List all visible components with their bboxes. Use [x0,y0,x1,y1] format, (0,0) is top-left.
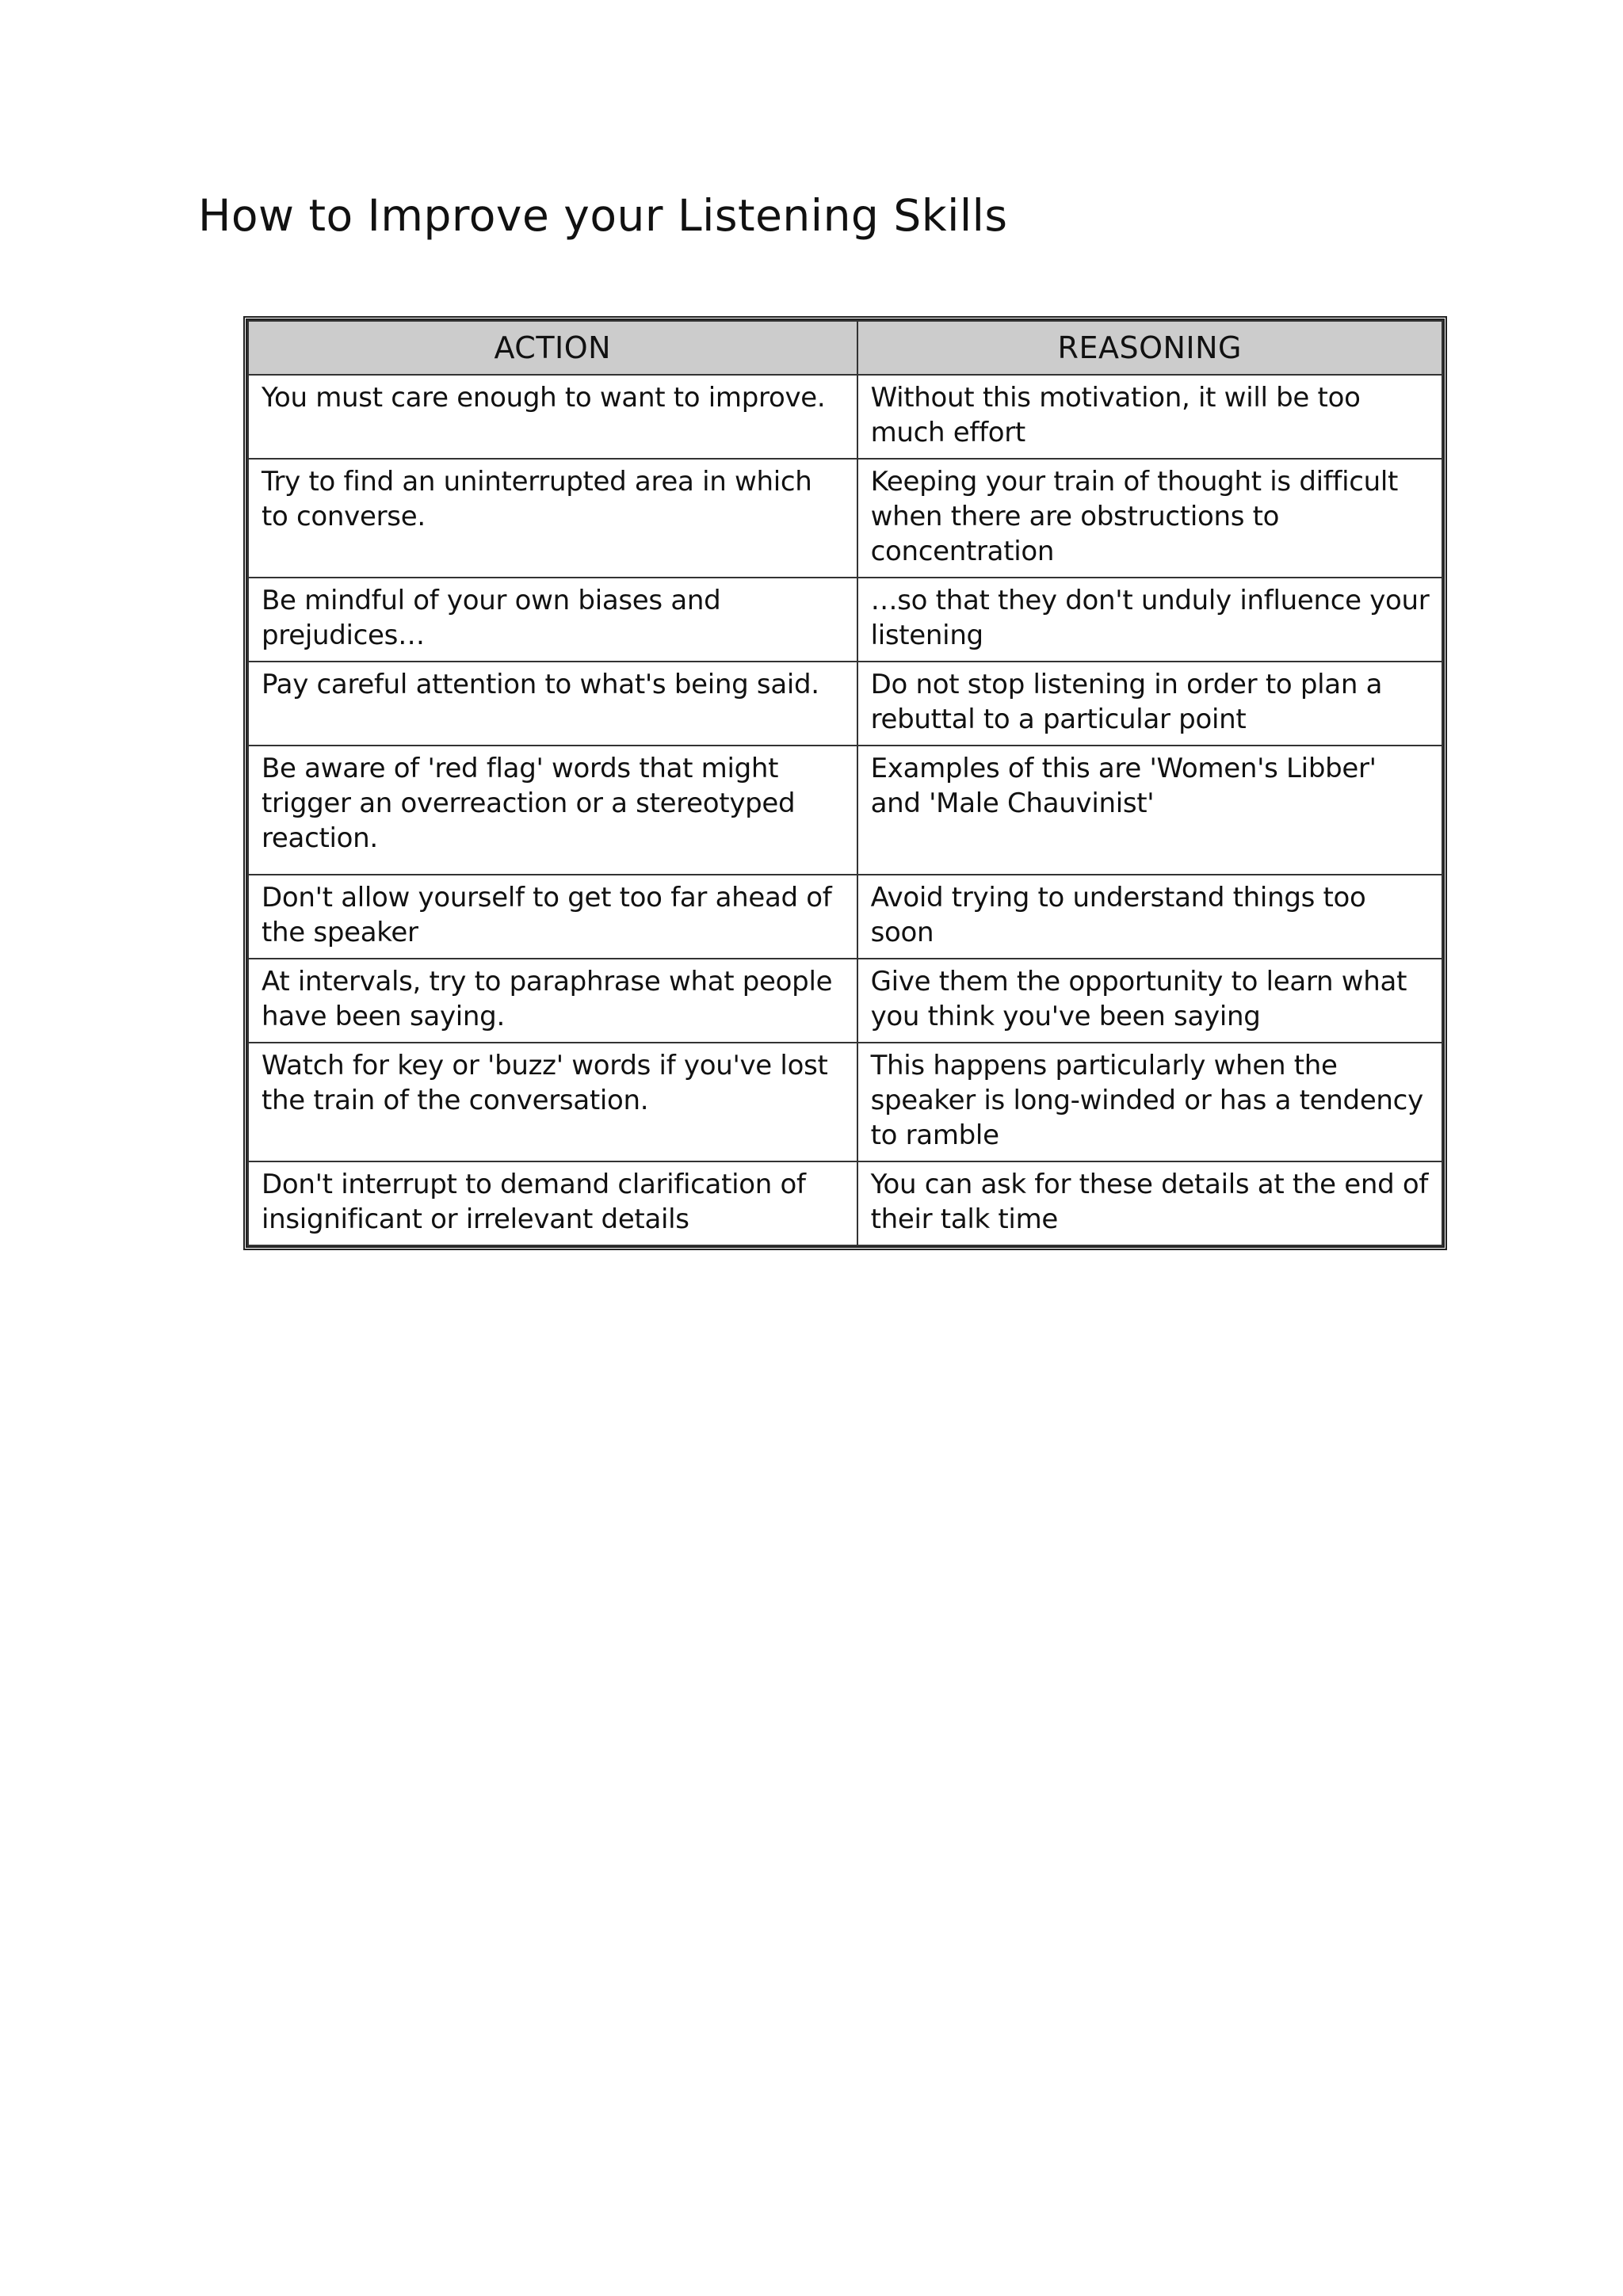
action-cell: You must care enough to want to improve. [248,375,857,459]
header-action: ACTION [248,321,857,375]
reasoning-cell: Without this motivation, it will be too much effort [857,375,1442,459]
reasoning-cell: Keeping your train of thought is difficult when there are obstructions to concentration [857,459,1442,578]
table-row [248,875,1442,959]
reasoning-cell: Examples of this are 'Women's Libber' and 'Male Chauvinist' [857,746,1442,875]
action-cell: At intervals, try to paraphrase what people have been saying. [248,959,857,1043]
reasoning-cell: This happens particularly when the speaker is long-winded or has a tendency to ramble [857,1043,1442,1161]
action-cell: Pay careful attention to what's being said. [248,662,857,746]
table-row [248,1043,1442,1161]
table-row [248,1161,1442,1245]
table-row [248,578,1442,662]
table-row [248,459,1442,578]
action-cell: Watch for key or 'buzz' words if you've lost the train of the conversation. [248,1043,857,1161]
table-header-row [248,321,1442,375]
table-row [248,746,1442,875]
reasoning-cell: Give them the opportunity to learn what you think you've been saying [857,959,1442,1043]
page-title: How to Improve your Listening Skills [198,190,1008,241]
action-cell: Don't allow yourself to get too far ahead of the speaker [248,875,857,959]
action-cell: Be mindful of your own biases and prejudices… [248,578,857,662]
action-cell: Be aware of 'red flag' words that might trigger an overreaction or a stereotyped reaction. [248,746,857,875]
reasoning-cell: …so that they don't unduly influence your listening [857,578,1442,662]
action-cell: Don't interrupt to demand clarification of insignificant or irrelevant details [248,1161,857,1245]
table-row [248,662,1442,746]
action-cell: Try to find an uninterrupted area in which to converse. [248,459,857,578]
table-row [248,375,1442,459]
reasoning-cell: You can ask for these details at the end of their talk time [857,1161,1442,1245]
table-row [248,959,1442,1043]
skills-table [247,320,1443,1246]
header-reasoning: REASONING [857,321,1442,375]
reasoning-cell: Do not stop listening in order to plan a rebuttal to a particular point [857,662,1442,746]
listening-skills-table [243,316,1447,1250]
reasoning-cell: Avoid trying to understand things too soon [857,875,1442,959]
